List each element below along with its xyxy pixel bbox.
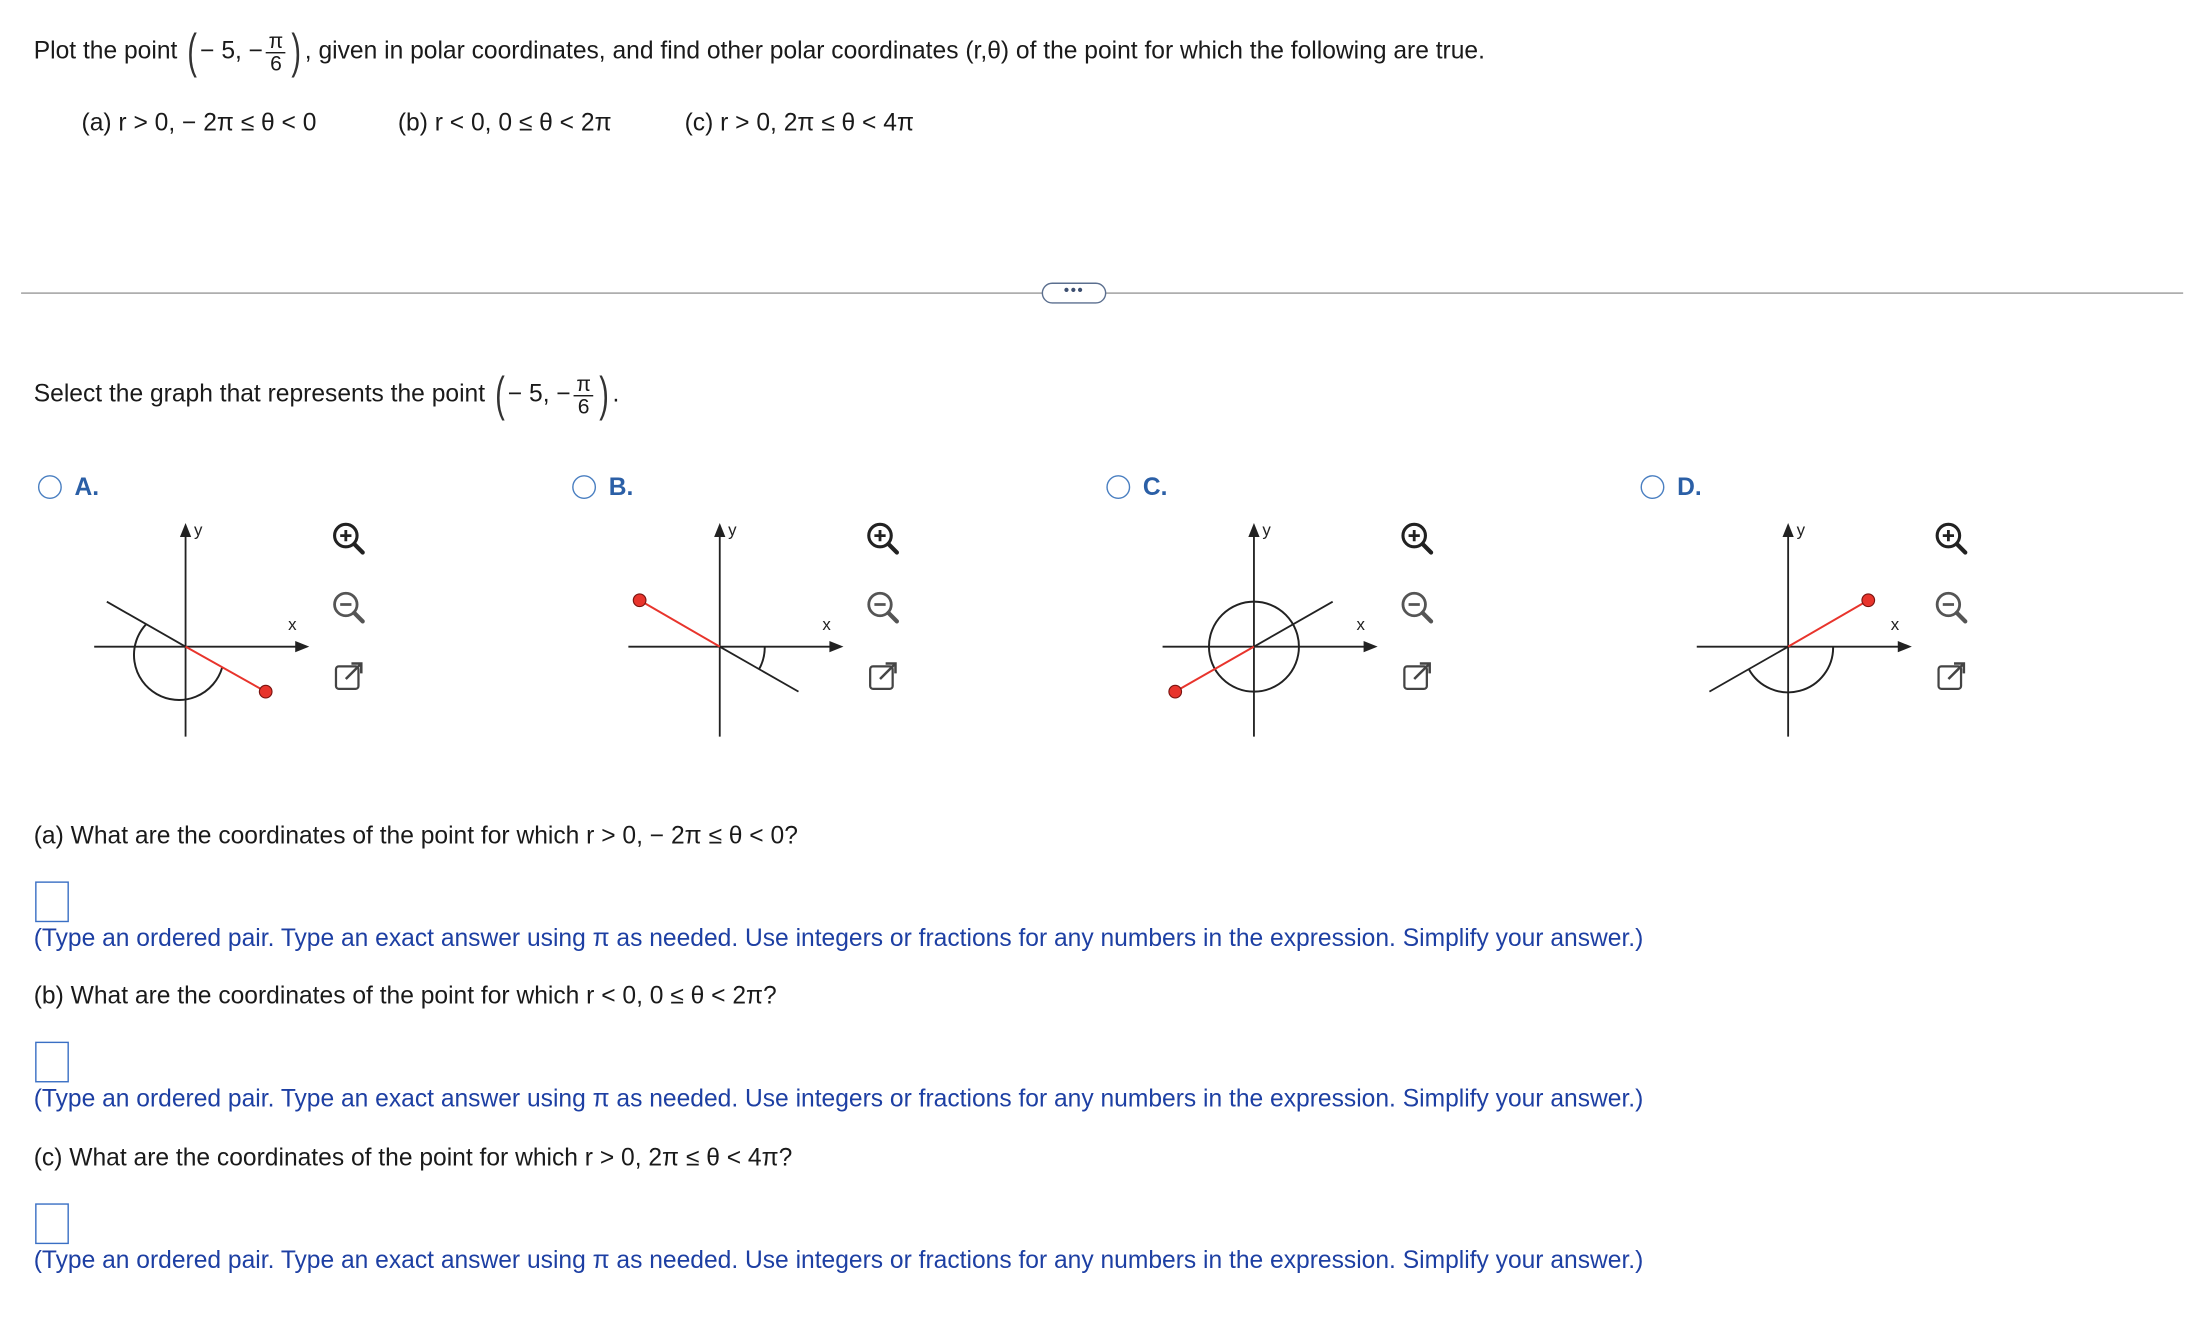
plotted-point [259,685,272,698]
paren-left: ( [495,368,505,422]
radius-segment [1175,647,1254,692]
y-axis-label: y [1262,520,1271,540]
point-r: − 5, − [200,36,264,65]
plotted-point [633,594,646,607]
angle-arc [1749,647,1833,693]
answer-c-input[interactable] [35,1203,69,1244]
option-d-popout[interactable] [1933,658,1970,695]
option-a-popout[interactable] [330,658,367,695]
question-c: (c) What are the coordinates of the point for which r > 0, 2π ≤ θ < 4π? [33,1142,793,1172]
y-axis-label: y [728,520,737,540]
popout-icon [865,658,902,695]
problem-statement [33,25,1485,79]
option-b-radio[interactable] [572,475,596,499]
y-arrow [714,523,725,537]
y-axis-label: y [1796,520,1806,540]
fraction-denominator: 6 [270,51,282,76]
option-c-popout[interactable] [1399,658,1436,695]
fraction-denominator: 6 [577,394,590,419]
condition-c: (c) r > 0, 2π ≤ θ < 4π [684,108,914,137]
option-b-popout[interactable] [865,658,902,695]
select-prompt-text: Select the graph that represents the point [33,379,486,408]
x-arrow [829,641,843,652]
fraction-numerator: π [574,373,594,395]
option-b-graph [619,513,858,745]
zoom-in-icon [1399,520,1436,557]
option-d-radio[interactable] [1641,475,1665,499]
popout-icon [1933,658,1970,695]
option-a-graph [84,513,323,745]
paren-left: ( [187,25,197,79]
y-arrow [180,523,191,537]
radius-segment [1788,600,1868,646]
zoom-in-icon [1933,520,1970,557]
option-d-label[interactable]: D. [1677,472,1702,501]
hint-a: (Type an ordered pair. Type an exact answer using π as needed. Use integers or fractions for any numbers in the expression. Simplify your answer.) [33,923,1644,952]
paren-right: ) [292,25,302,79]
question-b: (b) What are the coordinates of the point for which r < 0, 0 ≤ θ < 2π? [33,981,777,1010]
zoom-in-icon [865,520,902,557]
option-c-radio[interactable] [1106,475,1130,499]
option-a-label[interactable]: A. [74,472,100,501]
zoom-in-icon [330,520,367,557]
answer-a-input[interactable] [35,881,69,922]
angle-arc [759,647,765,669]
option-d-zoom-in[interactable] [1933,520,1970,557]
paren-right: ) [599,368,610,422]
popout-icon [330,658,367,695]
option-a-zoom-out[interactable] [330,589,367,626]
zoom-out-icon [1933,589,1970,626]
x-axis-label: x [1356,614,1366,634]
answer-b-input[interactable] [35,1042,69,1083]
more-button[interactable]: ••• [1042,283,1107,304]
option-c-graph [1153,513,1392,745]
y-axis-label: y [193,520,203,540]
x-arrow [295,641,309,652]
point-r: − 5, − [507,379,571,408]
plotted-point [1862,594,1875,607]
y-arrow [1248,523,1259,537]
plotted-point [1169,685,1182,698]
question-a: (a) What are the coordinates of the point for which r > 0, − 2π ≤ θ < 0? [33,820,798,850]
zoom-out-icon [865,589,902,626]
x-arrow [1898,641,1912,652]
angle-arc [134,624,222,700]
condition-b: (b) r < 0, 0 ≤ θ < 2π [397,108,612,137]
select-prompt-after: . [612,379,620,408]
option-b-label[interactable]: B. [608,472,634,501]
option-a-radio[interactable] [38,475,62,499]
popout-icon [1399,658,1436,695]
x-arrow [1364,641,1378,652]
hint-c: (Type an ordered pair. Type an exact answer using π as needed. Use integers or fractions for any numbers in the expression. Simplify your answer.) [33,1245,1644,1274]
option-c-label[interactable]: C. [1142,472,1168,501]
option-a-zoom-in[interactable] [330,520,367,557]
option-c-zoom-out[interactable] [1399,589,1436,626]
option-b-zoom-out[interactable] [865,589,902,626]
x-axis-label: x [288,614,297,634]
x-axis-label: x [1890,614,1900,634]
fraction-numerator: π [266,30,286,52]
problem-intro-after: , given in polar coordinates, and find other polar coordinates (r,θ) of the point for which the following are true. [304,36,1485,65]
point-fraction [266,30,286,74]
zoom-out-icon [330,589,367,626]
option-d-zoom-out[interactable] [1933,589,1970,626]
hint-b: (Type an ordered pair. Type an exact answer using π as needed. Use integers or fractions for any numbers in the expression. Simplify your answer.) [33,1083,1644,1112]
condition-a: (a) r > 0, − 2π ≤ θ < 0 [81,108,317,137]
problem-intro: Plot the point [33,36,178,65]
option-d-graph [1687,513,1926,745]
zoom-out-icon [1399,589,1436,626]
option-b-zoom-in[interactable] [865,520,902,557]
select-prompt [33,368,620,422]
y-arrow [1783,523,1794,537]
x-axis-label: x [822,614,831,634]
radius-segment [186,647,266,692]
radius-segment [640,600,720,646]
option-c-zoom-in[interactable] [1399,520,1436,557]
point-fraction [574,373,594,417]
